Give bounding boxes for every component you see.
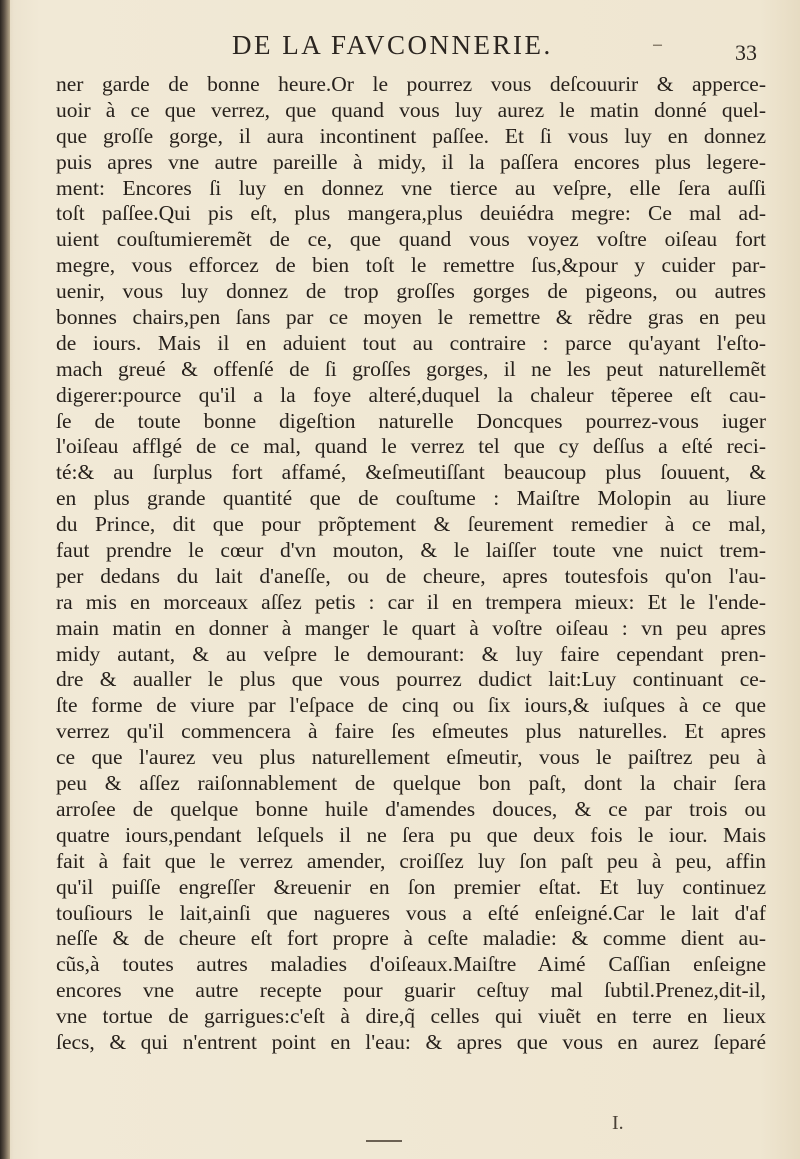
text-line: té:& au ſurplus fort affamé, &eſmeutiſſant beaucoup plus ſouuent, &	[56, 460, 766, 485]
text-line: mach greué & offenſé de ſi groſſes gorges, il ne les peut naturellemẽt	[56, 356, 766, 381]
text-line: toſt paſſee.Qui pis eſt, plus mangera,plus deuiédra megre: Ce mal ad-	[56, 201, 766, 226]
text-line: digerer:pource qu'il a la foye alteré,duquel la chaleur tẽperee eſt cau-	[56, 382, 766, 407]
text-line: de iours. Mais il en aduient tout au contraire : parce qu'ayant l'eſto-	[56, 330, 766, 355]
catchword: I.	[612, 1112, 624, 1134]
text-line: touſiours le lait,ainſi que nagueres vous a eſté enſeigné.Car le lait d'af	[56, 900, 766, 925]
text-line: ſte forme de viure par l'eſpace de cinq ou ſix iours,& iuſques à ce que	[56, 693, 766, 718]
text-line: uient couſtumieremẽt de ce, que quand vous voyez voſtre oiſeau fort	[56, 227, 766, 252]
text-line: en plus grande quantité que de couſtume : Maiſtre Molopin au liure	[56, 486, 766, 511]
page-number: 33	[735, 40, 757, 65]
text-line: verrez qu'il commencera à faire ſes eſmeutes plus naturelles. Et apres	[56, 719, 766, 744]
text-line: qu'il puiſſe engreſſer &reuenir en ſon premier eſtat. Et luy continuez	[56, 874, 766, 899]
running-head	[0, 30, 800, 70]
footer-rule	[366, 1140, 402, 1142]
text-line: fait à fait que le verrez amender, croiſſez luy ſon paſt peu à peu, affin	[56, 848, 766, 873]
page-spine-shadow	[0, 0, 10, 1159]
text-line: ſe de toute bonne digeſtion naturelle Doncques pourrez-vous iuger	[56, 408, 766, 433]
text-line: ſecs, & qui n'entrent point en l'eau: & apres que vous en aurez ſeparé	[56, 1029, 766, 1054]
running-head-dash: –	[652, 32, 663, 57]
text-line: main matin en donner à manger le quart à voſtre oiſeau : vn peu apres	[56, 615, 766, 640]
text-line: ce que l'aurez veu plus naturellement eſmeutir, vous le paiſtrez peu à	[56, 745, 766, 770]
text-line: quatre iours,pendant leſquels il ne ſera pu que deux fois le iour. Mais	[56, 822, 766, 847]
text-line: faut prendre le cœur d'vn mouton, & le laiſſer toute vne nuict trem-	[56, 538, 766, 563]
text-line: bonnes chairs,pen ſans par ce moyen le remettre & rẽdre gras en peu	[56, 305, 766, 330]
text-line: l'oiſeau afflgé de ce mal, quand le verrez tel que cy deſſus a eſté reci-	[56, 434, 766, 459]
text-line: ment: Encores ſi luy en donnez vne tierce au veſpre, elle ſera auſſi	[56, 175, 766, 200]
text-line: peu & aſſez raiſonnablement de quelque bon paſt, dont la chair ſera	[56, 771, 766, 796]
text-line: vne tortue de garrigues:c'eſt à dire,q̃ celles qui viuẽt en terre en lieux	[56, 1004, 766, 1029]
text-line: puis apres vne autre pareille à midy, il la paſſera encores plus legere-	[56, 149, 766, 174]
text-line: per dedans du lait d'aneſſe, ou de cheure, apres toutesfois qu'on l'au-	[56, 563, 766, 588]
text-line: uoir à ce que verrez, que quand vous luy aurez le matin donné quel-	[56, 97, 766, 122]
text-line: ra mis en morceaux aſſez petis : car il en trempera mieux: Et le l'ende-	[56, 589, 766, 614]
body-text	[56, 72, 766, 1056]
text-line: midy autant, & au veſpre le demourant: & luy faire cependant pren-	[56, 641, 766, 666]
text-line: cũs,à toutes autres maladies d'oiſeaux.Maiſtre Aimé Caſſian enſeigne	[56, 952, 766, 977]
text-line: ner garde de bonne heure.Or le pourrez vous deſcouurir & apperce-	[56, 72, 766, 96]
text-line: megre, vous efforcez de bien toſt le remettre ſus,&pour y cuider par-	[56, 253, 766, 278]
text-line: neſſe & de cheure eſt fort propre à ceſte maladie: & comme dient au-	[56, 926, 766, 951]
running-head-title: DE LA FAVCONNERIE.	[232, 30, 553, 60]
text-line: du Prince, dit que pour prõptement & ſeurement remedier à ce mal,	[56, 512, 766, 537]
text-line: que groſſe gorge, il aura incontinent paſſee. Et ſi vous luy en donnez	[56, 123, 766, 148]
text-line: uenir, vous luy donnez de trop groſſes gorges de pigeons, ou autres	[56, 279, 766, 304]
text-line: dre & aualler le plus que vous pourrez dudict lait:Luy continuant ce-	[56, 667, 766, 692]
text-line: arroſee de quelque bonne huile d'amendes douces, & ce par trois ou	[56, 796, 766, 821]
text-line: encores vne autre recepte pour guarir ceſtuy mal ſubtil.Prenez,dit-il,	[56, 978, 766, 1003]
